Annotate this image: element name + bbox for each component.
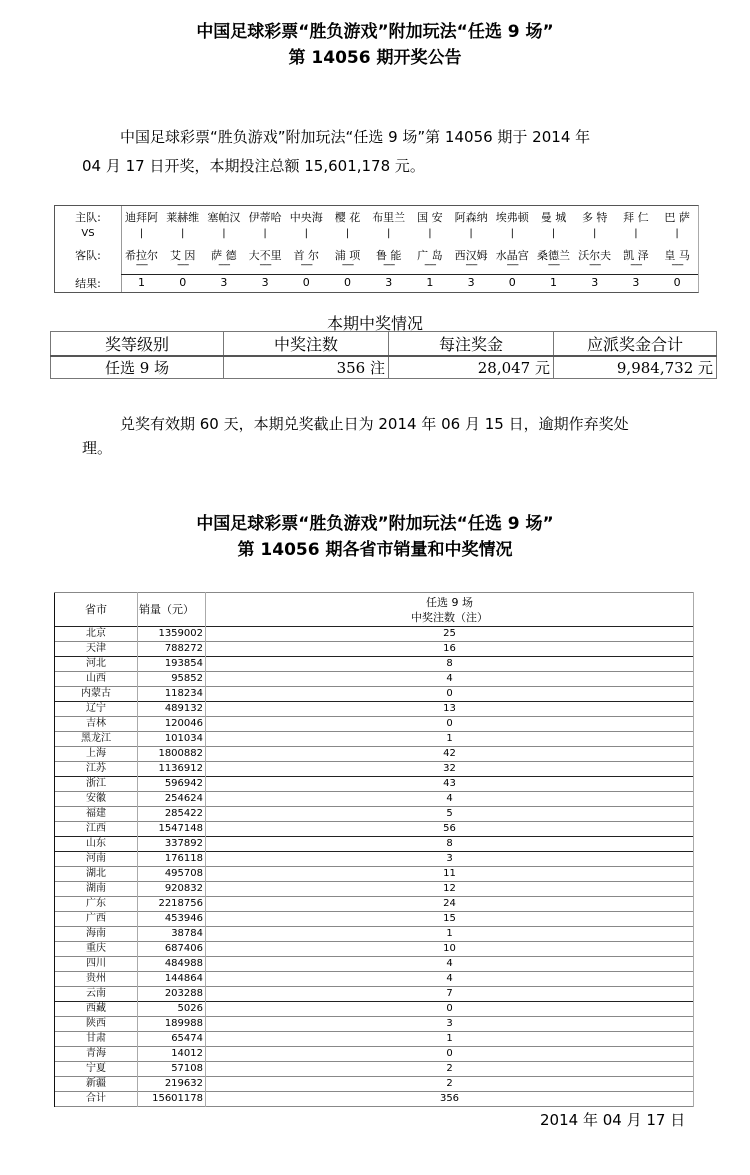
province-sales: 285422 (138, 807, 206, 822)
home-team: 樱 花 (334, 211, 361, 224)
province-name: 江西 (55, 822, 138, 837)
wins-header-line1: 任选 9 场 (426, 595, 473, 609)
match-column (327, 206, 368, 292)
home-team: 迪拜阿 (125, 211, 158, 224)
province-sales: 484988 (138, 957, 206, 972)
away-team: 广 岛 (417, 249, 443, 262)
province-wins: 4 (206, 972, 694, 987)
prize-header-count: 中奖注数 (224, 332, 389, 357)
province-name: 云南 (55, 987, 138, 1002)
wins-header-line2: 中奖注数（注） (411, 610, 488, 624)
province-wins: 43 (206, 777, 694, 792)
intro-line1: 中国足球彩票“胜负游戏”附加玩法“任选 9 场”第 14056 期于 2014 年 (120, 128, 591, 146)
match-column (245, 206, 286, 292)
province-row (55, 867, 694, 882)
province-name: 上海 (55, 747, 138, 762)
prize-header-level: 奖等级别 (51, 332, 224, 357)
province-row (55, 972, 694, 987)
province-sales: 489132 (138, 702, 206, 717)
away-team: 鲁 能 (375, 249, 402, 262)
province-wins: 1 (206, 927, 694, 942)
province-row (55, 927, 694, 942)
province-name: 广西 (55, 912, 138, 927)
away-team: 萨 德 (211, 249, 237, 262)
province-name: 河北 (55, 657, 138, 672)
province-row (55, 777, 694, 792)
province-name: 浙江 (55, 777, 138, 792)
home-team: 伊蒂哈 (248, 211, 282, 224)
report-title-line1: 中国足球彩票“胜负游戏”附加玩法“任选 9 场” (196, 514, 554, 534)
province-name: 新疆 (55, 1077, 138, 1092)
match-result: 0 (302, 276, 310, 289)
province-name: 陕西 (55, 1017, 138, 1032)
province-name: 青海 (55, 1047, 138, 1062)
away-team: 大不里 (248, 249, 282, 262)
province-row (55, 942, 694, 957)
province-row (55, 1062, 694, 1077)
province-row (55, 1017, 694, 1032)
province-sales: 203288 (138, 987, 206, 1002)
province-sales: 118234 (138, 687, 206, 702)
match-column (368, 206, 409, 292)
match-column (162, 206, 203, 292)
province-sales: 189988 (138, 1017, 206, 1032)
province-name: 宁夏 (55, 1062, 138, 1077)
vs-mark: | (222, 228, 226, 239)
province-wins: 42 (206, 747, 694, 762)
announcement-title-line2: 第 14056 期开奖公告 (288, 48, 462, 68)
home-team: 多 特 (581, 211, 608, 224)
dash-mark: ----- (135, 260, 148, 270)
province-row (55, 822, 694, 837)
province-name: 辽宁 (55, 702, 138, 717)
province-row (55, 807, 694, 822)
province-sales: 38784 (138, 927, 206, 942)
match-result: 3 (591, 276, 599, 289)
province-row (55, 762, 694, 777)
vs-mark: | (510, 228, 514, 239)
away-team: 首 尔 (293, 249, 320, 262)
province-name: 黑龙江 (55, 732, 138, 747)
province-sales: 1136912 (138, 762, 206, 777)
province-wins: 356 (206, 1092, 694, 1107)
match-column (574, 206, 615, 292)
away-team: 艾 因 (169, 249, 196, 262)
province-wins: 12 (206, 882, 694, 897)
dash-mark: ----- (630, 260, 642, 270)
vs-mark: | (551, 228, 556, 239)
province-header: 省市 (55, 593, 138, 627)
home-team: 布里兰 (372, 211, 406, 224)
province-row (55, 987, 694, 1002)
dash-mark: ----- (424, 260, 436, 270)
province-wins: 16 (206, 642, 694, 657)
province-wins: 56 (206, 822, 694, 837)
match-result: 1 (426, 276, 434, 289)
province-wins: 1 (206, 1032, 694, 1047)
home-team: 中央海 (289, 211, 323, 224)
prize-header-row (51, 332, 717, 357)
province-row (55, 1047, 694, 1062)
province-sales: 495708 (138, 867, 206, 882)
province-name: 吉林 (55, 717, 138, 732)
province-wins: 15 (206, 912, 694, 927)
province-wins: 0 (206, 1002, 694, 1017)
province-wins: 32 (206, 762, 694, 777)
province-sales: 65474 (138, 1032, 206, 1047)
province-row (55, 957, 694, 972)
province-wins: 13 (206, 702, 694, 717)
province-row (55, 672, 694, 687)
vs-mark: | (428, 228, 432, 239)
province-sales: 1547148 (138, 822, 206, 837)
province-sales: 101034 (138, 732, 206, 747)
vs-mark: | (634, 228, 638, 239)
province-name: 江苏 (55, 762, 138, 777)
result-label: 结果: (75, 277, 101, 290)
province-name: 湖北 (55, 867, 138, 882)
province-sales: 254624 (138, 792, 206, 807)
province-row (55, 1092, 694, 1107)
province-header-row (55, 593, 694, 627)
dash-mark: ----- (506, 260, 518, 270)
match-column (657, 206, 698, 292)
vs-mark: | (181, 228, 185, 239)
province-sales: 687406 (138, 942, 206, 957)
province-row (55, 852, 694, 867)
home-team: 国 安 (417, 211, 443, 224)
province-name: 山东 (55, 837, 138, 852)
province-wins: 2 (206, 1077, 694, 1092)
province-wins: 25 (206, 627, 694, 642)
home-team: 拜 仁 (623, 211, 649, 224)
province-wins: 1 (206, 732, 694, 747)
match-result: 0 (179, 276, 187, 289)
away-team: 桑德兰 (537, 249, 570, 262)
province-sales: 337892 (138, 837, 206, 852)
match-column (492, 206, 533, 292)
province-name: 福建 (55, 807, 138, 822)
result-divider (121, 274, 698, 275)
province-name: 广东 (55, 897, 138, 912)
dash-mark: ----- (218, 260, 230, 270)
match-result: 1 (138, 276, 145, 289)
dash-mark: ----- (259, 260, 271, 270)
match-result: 0 (344, 276, 351, 289)
province-sales: 14012 (138, 1047, 206, 1062)
province-row (55, 1032, 694, 1047)
province-sales: 453946 (138, 912, 206, 927)
province-name: 安徽 (55, 792, 138, 807)
vs-mark: | (469, 228, 473, 239)
dash-mark: ----- (465, 260, 477, 270)
province-name: 合计 (55, 1092, 138, 1107)
prize-caption: 本期中奖情况 (326, 314, 423, 333)
match-result: 3 (220, 276, 228, 289)
province-wins: 24 (206, 897, 694, 912)
province-sales: 57108 (138, 1062, 206, 1077)
dash-mark: ----- (177, 260, 189, 270)
province-name: 山西 (55, 672, 138, 687)
province-wins: 5 (206, 807, 694, 822)
province-row (55, 717, 694, 732)
match-result: 0 (673, 276, 681, 289)
match-results-table (54, 205, 699, 293)
vs-label: VS (81, 228, 95, 239)
province-sales: 2218756 (138, 897, 206, 912)
dash-mark: ----- (341, 260, 354, 270)
province-name: 四川 (55, 957, 138, 972)
match-result: 0 (508, 276, 516, 289)
province-sales: 1800882 (138, 747, 206, 762)
province-wins: 0 (206, 1047, 694, 1062)
province-name: 天津 (55, 642, 138, 657)
province-sales: 193854 (138, 657, 206, 672)
vs-mark: | (263, 228, 267, 239)
vs-mark: | (304, 228, 308, 239)
province-name: 北京 (55, 627, 138, 642)
away-label: 客队: (75, 249, 101, 262)
province-sales: 788272 (138, 642, 206, 657)
away-team: 凯 泽 (623, 249, 649, 262)
redeem-note-line2: 理。 (82, 439, 113, 457)
sales-header: 销量（元） (138, 593, 206, 627)
dash-mark: ----- (589, 260, 601, 270)
match-result: 3 (467, 276, 475, 289)
vs-mark: | (593, 228, 597, 239)
province-row (55, 732, 694, 747)
match-column (203, 206, 244, 292)
province-sales: 219632 (138, 1077, 206, 1092)
report-title-line2: 第 14056 期各省市销量和中奖情况 (237, 540, 513, 560)
province-row (55, 897, 694, 912)
province-row (55, 702, 694, 717)
province-name: 湖南 (55, 882, 138, 897)
dash-mark: ----- (547, 260, 560, 270)
intro-line2: 04 月 17 日开奖，本期投注总额 15,601,178 元。 (82, 157, 425, 175)
prize-header-total: 应派奖金合计 (554, 332, 717, 357)
home-team: 巴 萨 (664, 211, 690, 224)
province-sales: 120046 (138, 717, 206, 732)
dash-mark: ----- (300, 260, 312, 270)
match-column (121, 206, 162, 292)
prize-row (51, 356, 717, 379)
province-name: 西藏 (55, 1002, 138, 1017)
away-team: 皇 马 (664, 249, 690, 262)
province-wins: 0 (206, 687, 694, 702)
province-name: 甘肃 (55, 1032, 138, 1047)
province-wins: 4 (206, 792, 694, 807)
home-team: 莱赫维 (166, 211, 200, 224)
province-row (55, 1077, 694, 1092)
match-result: 3 (261, 276, 269, 289)
province-row (55, 687, 694, 702)
home-team: 曼 城 (540, 211, 567, 224)
province-wins: 8 (206, 657, 694, 672)
province-wins: 4 (206, 672, 694, 687)
home-team: 阿森纳 (454, 211, 488, 224)
province-sales: 5026 (138, 1002, 206, 1017)
vs-mark: | (345, 228, 350, 239)
match-result: 3 (385, 276, 393, 289)
province-wins: 7 (206, 987, 694, 1002)
province-row (55, 792, 694, 807)
province-wins: 10 (206, 942, 694, 957)
province-sales: 144864 (138, 972, 206, 987)
province-wins: 0 (206, 717, 694, 732)
province-wins: 4 (206, 957, 694, 972)
home-team: 塞帕汉 (207, 211, 241, 224)
province-row (55, 882, 694, 897)
match-column (615, 206, 656, 292)
vs-mark: | (387, 228, 391, 239)
province-sales: 15601178 (138, 1092, 206, 1107)
dash-mark: ----- (383, 260, 395, 270)
province-sales: 176118 (138, 852, 206, 867)
province-row (55, 912, 694, 927)
province-name: 重庆 (55, 942, 138, 957)
province-wins: 3 (206, 1017, 694, 1032)
province-wins: 8 (206, 837, 694, 852)
away-team: 西汉姆 (454, 249, 488, 262)
match-column (533, 206, 574, 292)
province-row (55, 657, 694, 672)
province-wins: 11 (206, 867, 694, 882)
province-wins: 2 (206, 1062, 694, 1077)
province-table (54, 592, 694, 1107)
province-row (55, 1002, 694, 1017)
province-name: 贵州 (55, 972, 138, 987)
province-wins: 3 (206, 852, 694, 867)
home-label: 主队: (75, 211, 101, 224)
away-team: 沃尔夫 (578, 249, 612, 262)
away-team: 浦 项 (334, 249, 361, 262)
match-result: 1 (550, 276, 557, 289)
match-column (451, 206, 492, 292)
prize-level: 任选 9 场 (51, 356, 224, 379)
province-name: 内蒙古 (55, 687, 138, 702)
prize-header-per-bet: 每注奖金 (389, 332, 554, 357)
vs-mark: | (675, 228, 679, 239)
away-team: 水晶宫 (495, 249, 529, 262)
province-name: 河南 (55, 852, 138, 867)
province-row (55, 627, 694, 642)
prize-table (50, 331, 717, 379)
match-column (409, 206, 450, 292)
home-team: 埃弗顿 (495, 211, 529, 224)
match-column (286, 206, 327, 292)
prize-per-bet: 28,047 元 (389, 356, 554, 379)
report-date: 2014 年 04 月 17 日 (540, 1111, 686, 1129)
match-row-labels (55, 206, 122, 292)
redeem-note-line1: 兑奖有效期 60 天，本期兑奖截止日为 2014 年 06 月 15 日，逾期作弃奖处 (120, 415, 629, 433)
dash-mark: ----- (671, 260, 683, 270)
prize-total: 9,984,732 元 (554, 356, 717, 379)
prize-count: 356 注 (224, 356, 389, 379)
province-sales: 95852 (138, 672, 206, 687)
province-sales: 596942 (138, 777, 206, 792)
vs-mark: | (139, 228, 144, 239)
province-row (55, 837, 694, 852)
announcement-title-line1: 中国足球彩票“胜负游戏”附加玩法“任选 9 场” (196, 22, 554, 42)
province-sales: 1359002 (138, 627, 206, 642)
province-row (55, 747, 694, 762)
away-team: 希拉尔 (125, 249, 158, 262)
match-result: 3 (632, 276, 640, 289)
province-row (55, 642, 694, 657)
wins-header (206, 593, 694, 627)
province-sales: 920832 (138, 882, 206, 897)
province-name: 海南 (55, 927, 138, 942)
